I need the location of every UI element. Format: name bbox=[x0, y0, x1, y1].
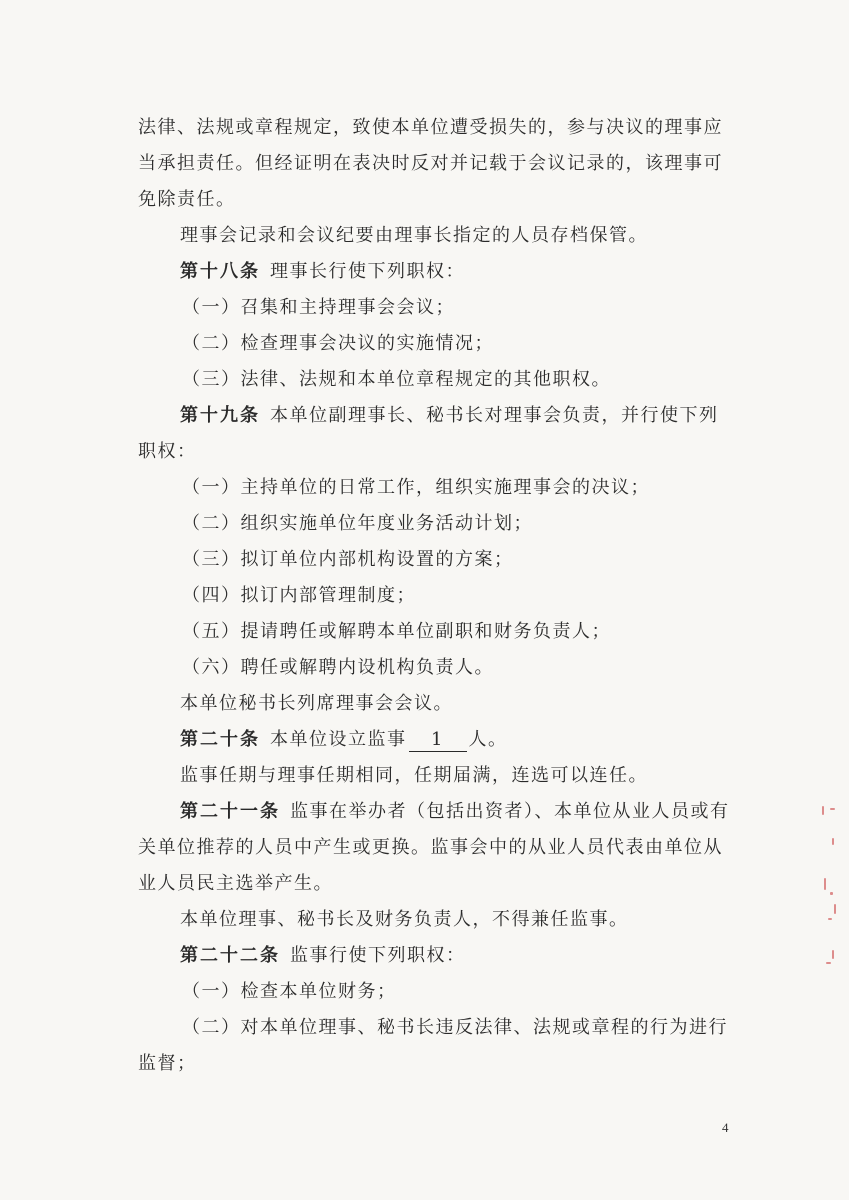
text-line: 职权： bbox=[138, 441, 197, 462]
article-text-after: 人。 bbox=[468, 729, 508, 750]
list-item: （二）检查理事会决议的实施情况； bbox=[182, 333, 494, 354]
article-number: 第十九条 bbox=[180, 405, 260, 426]
list-item: （一）召集和主持理事会会议； bbox=[182, 297, 455, 318]
article-text: 理事长行使下列职权： bbox=[270, 261, 465, 282]
paragraph-line: 本单位秘书长列席理事会会议。 bbox=[180, 693, 453, 714]
paragraph-line: 监事任期与理事任期相同，任期届满，连选可以连任。 bbox=[180, 765, 648, 786]
article-number: 第二十条 bbox=[180, 729, 260, 750]
list-item: （二）对本单位理事、秘书长违反法律、法规或章程的行为进行 bbox=[182, 1017, 728, 1038]
article-text: 本单位副理事长、秘书长对理事会负责，并行使下列 bbox=[270, 405, 719, 426]
article-20-heading bbox=[138, 722, 738, 758]
page-number: 4 bbox=[722, 1120, 729, 1135]
text-line: 免除责任。 bbox=[138, 189, 236, 210]
text-line: 法律、法规或章程规定，致使本单位遭受损失的，参与决议的理事应 bbox=[138, 117, 723, 138]
text-line: 当承担责任。但经证明在表决时反对并记载于会议记录的，该理事可 bbox=[138, 153, 723, 174]
article-18-heading bbox=[138, 254, 738, 290]
seal-edge-marks bbox=[818, 800, 842, 980]
list-item: （三）法律、法规和本单位章程规定的其他职权。 bbox=[182, 369, 611, 390]
article-number: 第十八条 bbox=[180, 261, 260, 282]
text-line: 监督； bbox=[138, 1053, 197, 1074]
list-item: （六）聘任或解聘内设机构负责人。 bbox=[182, 657, 494, 678]
article-text: 监事在举办者（包括出资者）、本单位从业人员或有 bbox=[290, 801, 730, 822]
list-item: （五）提请聘任或解聘本单位副职和财务负责人； bbox=[182, 621, 611, 642]
text-line: 业人员民主选举产生。 bbox=[138, 873, 333, 894]
paragraph-line: 本单位理事、秘书长及财务负责人，不得兼任监事。 bbox=[180, 909, 629, 930]
document-body bbox=[138, 110, 738, 1082]
text-line: 关单位推荐的人员中产生或更换。监事会中的从业人员代表由单位从 bbox=[138, 837, 723, 858]
filled-blank: 1 bbox=[409, 729, 467, 752]
list-item: （二）组织实施单位年度业务活动计划； bbox=[182, 513, 533, 534]
article-text: 本单位设立监事 bbox=[270, 729, 407, 750]
list-item: （四）拟订内部管理制度； bbox=[182, 585, 416, 606]
article-22-heading bbox=[138, 938, 738, 974]
article-number: 第二十一条 bbox=[180, 801, 280, 822]
article-19-heading bbox=[138, 398, 738, 434]
list-item: （一）检查本单位财务； bbox=[182, 981, 397, 1002]
list-item: （一）主持单位的日常工作，组织实施理事会的决议； bbox=[182, 477, 650, 498]
list-item: （三）拟订单位内部机构设置的方案； bbox=[182, 549, 514, 570]
article-number: 第二十二条 bbox=[180, 945, 280, 966]
article-21-heading bbox=[138, 794, 738, 830]
paragraph-line: 理事会记录和会议纪要由理事长指定的人员存档保管。 bbox=[180, 225, 648, 246]
article-text: 监事行使下列职权： bbox=[290, 945, 466, 966]
